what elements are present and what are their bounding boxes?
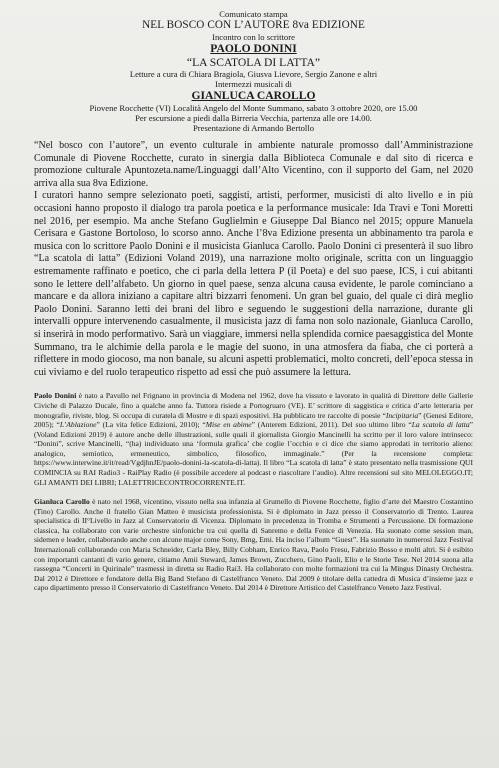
readings-line: Letture a cura di Chiara Bragiola, Giusva Lievore, Sergio Zanone e altri — [129, 69, 378, 80]
bio-donini-text-d: ” (Anterem Edizioni, 2011). Del suo ultimo libro “ — [251, 420, 412, 430]
bio-donini-text-c: ” (La vita felice Edizioni, 2010); “ — [96, 420, 206, 430]
bio-donini-name: Paolo Donini — [34, 391, 77, 401]
book-scatola-di-latta: La scatola di latta — [411, 420, 470, 430]
bio-donini-paragraph — [34, 391, 473, 487]
music-intro-line: Intermezzi musicali di — [215, 79, 292, 90]
incontro-line: Incontro con lo scrittore — [212, 32, 295, 43]
book-ablazione: L’Ablazione — [59, 420, 97, 430]
bio-carollo-name: Gianluca Carollo — [34, 497, 90, 507]
bio-carollo — [34, 497, 473, 593]
musician-name: GIANLUCA CAROLLO — [191, 89, 316, 103]
book-mise-en-abime: Mise en abime — [205, 420, 252, 430]
intro-text — [34, 140, 473, 379]
bio-donini — [34, 391, 473, 487]
bio-donini-text-b: ” (Genesi Editore, 2005); “ — [34, 410, 473, 430]
bio-donini-text-a: è nato a Pavullo nel Frignano in provincia di Modena nel 1962, dove ha vissuto e lavorato in qualità di Direttore delle Gallerie Civiche di Palazzo Ducale, fino a qualche anno fa. Tuttora risiede a Portogruaro (VE). E’ scrittore di saggistica e critica d’arte letteraria per monografie, riviste, blog. Si occupa di curatela di Mostre e di spazi espositivi. Ha pubblicato tre raccolte di poesie “ — [34, 391, 473, 420]
book-title: “LA SCATOLA DI LATTA” — [186, 55, 321, 69]
location-line: Piovene Rocchette (VI) Località Angelo del Monte Summano, sabato 3 ottobre 2020, ore 15.00 — [89, 102, 418, 113]
book-incipitaria: Incipitaria — [385, 410, 419, 420]
excursion-line: Per escursione a piedi dalla Birreria Vecchia, partenza alle ore 14.00. — [135, 113, 372, 124]
event-title: NEL BOSCO CON L’AUTORE 8va EDIZIONE — [142, 19, 365, 32]
presenter-line: Presentazione di Armando Bertollo — [192, 123, 314, 134]
bio-carollo-paragraph — [34, 497, 473, 593]
bio-donini-text-e: ” (Voland Edizioni 2019) è autore anche delle illustrazioni, sulle quali il giornalista Giorgio Mancinelli ha scritto per il loro valore intrinseco: “Donini”, scrive Mancinelli, “(ha) individuato una ‘formula grafica’ che coglie l’occhio e ci dice che siamo approdati in territorio alieno: analogico, semiotico, ermeneutico, simbolico, filosofico, immaginale.” (Per la recensione completa: https://www.interwine.it/it/read/VgdjhnJE/paolo-donini-la-scatola-di-latta). Il libro “La scatola di latta” è stato presentato nella trasmissione QUI COMINCIA su RAI Radio3 - RaiPlay Radio (è possibile accedere al podcast e riascoltare l’audio). Altre recensioni sul sito MELOLEGGO.IT; GLI AMANTI DEI LIBRI; LALETTRICECONTROCORRENTE.IT. — [34, 420, 473, 487]
header — [34, 9, 473, 133]
author-name: PAOLO DONINI — [210, 42, 297, 56]
press-release-label: Comunicato stampa — [219, 9, 288, 19]
intro-paragraph-2: I curatori hanno sempre selezionato poeti, saggisti, artisti, performer, musicisti di alto livello e in più occasioni hanno proposto il dialogo tra parola poetica e la performance musicale: Ida Travi e Toni Moretti nel 2016, per esempio. Ma anche Stefano Guglielmin e Giuseppe Dal Bianco nel 2015; oppure Manuela Cerisara e Gastone Bortoloso, lo scorso anno. Anche l’8va Edizione presenta un abbinamento tra parola e musica con lo scrittore Paolo Donini e il musicista Gianluca Carollo. Paolo Donini ci presenterà il suo libro “La scatola di latta” (Edizioni Voland 2019), una narrazione molto originale, scritta con un linguaggio estremamente raffinato e poetico, che ci parla della lettera P (il Poeta) e del suo paese, ICS, i cui abitanti sono le lettere dell’alfabeto. Un giorno in quel paese, senza alcuna causa evidente, le parole cominciano a mancare e da allora iniziano a capitare altri bizzarri fenomeni. Un gran bel guaio, del quale ci dirà meglio Paolo Donini. Saranno letti dei brani del libro e seguendo le suggestioni della narrazione, durante gli intervalli oppure intervenendo casualmente, il musicista jazz di fama non solo nazionale, Gianluca Carollo, si inserirà in modo performativo. Sarà un viaggiare, immersi nella splendida cornice paesaggistica del Monte Summano, tra le alchimie della parola e le magie del suono, in una atmosfera da fiaba, che ci porterà a riflettere in modo giocoso, ma non banale, su alcuni aspetti problematici, molto concreti, dell’epoca stessa in cui viviamo e del ruolo terapeutico rispetto ad essi che può assumere la lettura. — [34, 190, 473, 378]
intro-paragraph-1: “Nel bosco con l’autore”, un evento culturale in ambiente naturale promosso dall’Amministrazione Comunale di Piovene Rocchette, curato in sinergia dalla Biblioteca Comunale e dal sito di ricerca e promozione culturale Apuntozeta.name/Linguaggi dall’Alto Vicentino, con il supporto del Gam, nel 2020 arriva alla sua 8va Edizione. — [34, 140, 473, 189]
bio-carollo-text: è nato nel 1968, vicentino, vissuto nella sua infanzia al Grumello di Piovene Rocchette, figlio d’arte del Maestro Costantino (Tino) Carollo. Anche il fratello Gian Matteo è musicista professionista. Si è diplomato in Jazz presso il Conservatorio di Trento. Laurea specialistica di II°Livello in Jazz al Conservatorio di Vicenza. Diplomato in precedenza in Tromba e Strumenti a Percussione. Di formazione classica, ha collaborato con varie orchestre sinfoniche tra cui quella di Sanremo e della Fenice di Venezia. Ha suonato come session man, sidemen e leader, collaborando anche con alcune major come Sony, Bmg, Emi. Ha inciso l’album “Guest”. Ha suonato in numerosi Jazz Festival Internazionali collaborando con Maria Schneider, Carla Bley, Billy Cobham, Enrico Rava, Paolo Fresu, Fabrizio Bosso e molti altri. Si è esibito con importanti cantanti di vario genere, citiamo Amii Steward, James Brown, Zucchero, Gino Paoli, Elio e le Storie Tese. Nel 2014 suona alla rassegna “Concerti in Quirinale” trasmessi in diretta su Radio Rai3. Ha collaborato con molte formazioni tra cui la Mingus Dinasty Orchestra. Dal 2012 è Direttore e fondatore della Big Band Stefano di Castelfranco Veneto. Dal 2009 è titolare della cattedra di Musica d’insieme jazz e capo dipartimento presso il Conservatorio di Castelfranco Veneto. Dal 2014 è Direttore Artistico del Castelfranco Veneto Jazz Festival. — [34, 497, 474, 593]
